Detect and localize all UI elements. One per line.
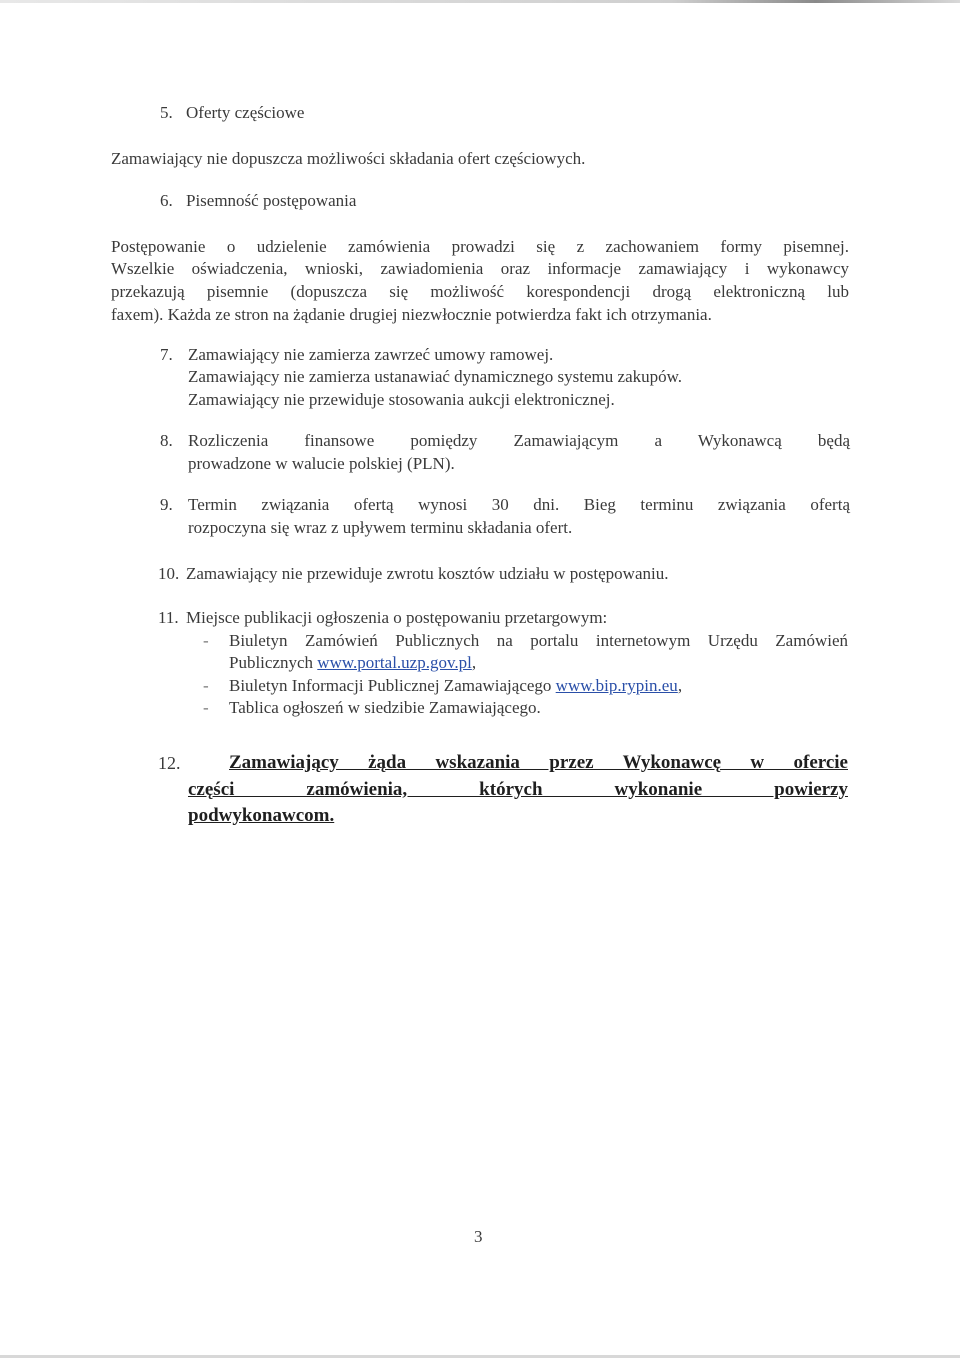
section-8-line-1: Rozliczenia finansowe pomiędzy Zamawiającym a Wykonawcą będą: [188, 431, 850, 450]
section-5-text: Zamawiający nie dopuszcza możliwości składania ofert częściowych.: [111, 149, 586, 168]
section-11-item-1-line-2: [229, 652, 476, 674]
section-6-number: 6.: [160, 191, 173, 210]
section-6-line-2: Wszelkie oświadczenia, wnioski, zawiadomienia oraz informacje zamawiający i wykonawcy: [111, 259, 849, 278]
section-5-heading: Oferty częściowe: [186, 103, 305, 122]
section-7-line-3: Zamawiający nie przewiduje stosowania aukcji elektronicznej.: [188, 390, 615, 409]
section-5-number: 5.: [160, 103, 173, 122]
section-11-item-1-line-1: Biuletyn Zamówień Publicznych na portalu internetowym Urzędu Zamówień: [229, 631, 848, 650]
section-10-text: Zamawiający nie przewiduje zwrotu kosztów udziału w postępowaniu.: [186, 564, 669, 583]
section-11-bullet-1: -: [203, 631, 209, 650]
section-11-item-2: [229, 675, 682, 697]
section-11-item-2-suffix: ,: [677, 676, 683, 695]
section-7-line-1: Zamawiający nie zamierza zawrzeć umowy ramowej.: [188, 345, 554, 364]
scan-edge-top: [0, 0, 960, 3]
section-8-line-2: prowadzone w walucie polskiej (PLN).: [188, 454, 455, 473]
section-7-number: 7.: [160, 345, 173, 364]
section-11-item-2-prefix: Biuletyn Informacji Publicznej Zamawiającego: [229, 676, 556, 695]
section-9-number: 9.: [160, 495, 173, 514]
section-6-line-1: Postępowanie o udzielenie zamówienia prowadzi się z zachowaniem formy pisemnej.: [111, 237, 849, 256]
section-11-bullet-3: -: [203, 698, 209, 717]
page-number: 3: [474, 1227, 483, 1246]
section-12-number: 12.: [158, 753, 181, 773]
section-6-line-3: przekazują pisemnie (dopuszcza się możliwość korespondencji drogą elektroniczną lub: [111, 282, 849, 301]
section-12-line-1: Zamawiający żąda wskazania przez Wykonawcę w ofercie: [229, 752, 848, 773]
section-8-number: 8.: [160, 431, 173, 450]
bip-rypin-link[interactable]: www.bip.rypin.eu: [555, 676, 678, 695]
section-11-item-1-suffix: ,: [471, 653, 477, 672]
section-9-line-2: rozpoczyna się wraz z upływem terminu składania ofert.: [188, 518, 573, 537]
section-11-intro: Miejsce publikacji ogłoszenia o postępowaniu przetargowym:: [186, 608, 608, 627]
section-11-bullet-2: -: [203, 676, 209, 695]
section-6-line-4: faxem). Każda ze stron na żądanie drugiej niezwłocznie potwierdza fakt ich otrzymania.: [111, 305, 712, 324]
section-11-item-1-prefix: Publicznych: [229, 653, 318, 672]
section-11-item-3: Tablica ogłoszeń w siedzibie Zamawiającego.: [229, 698, 541, 717]
section-6-heading: Pisemność postępowania: [186, 191, 357, 210]
section-9-line-1: Termin związania ofertą wynosi 30 dni. Bieg terminu związania ofertą: [188, 495, 850, 514]
section-10-number: 10.: [158, 564, 180, 583]
section-7-line-2: Zamawiający nie zamierza ustanawiać dynamicznego systemu zakupów.: [188, 367, 683, 386]
section-11-number: 11.: [158, 608, 179, 627]
section-12-line-2: części zamówienia, których wykonanie powierzy: [188, 779, 848, 800]
portal-uzp-link[interactable]: www.portal.uzp.gov.pl: [317, 653, 472, 672]
section-12-line-3: podwykonawcom.: [188, 805, 335, 826]
